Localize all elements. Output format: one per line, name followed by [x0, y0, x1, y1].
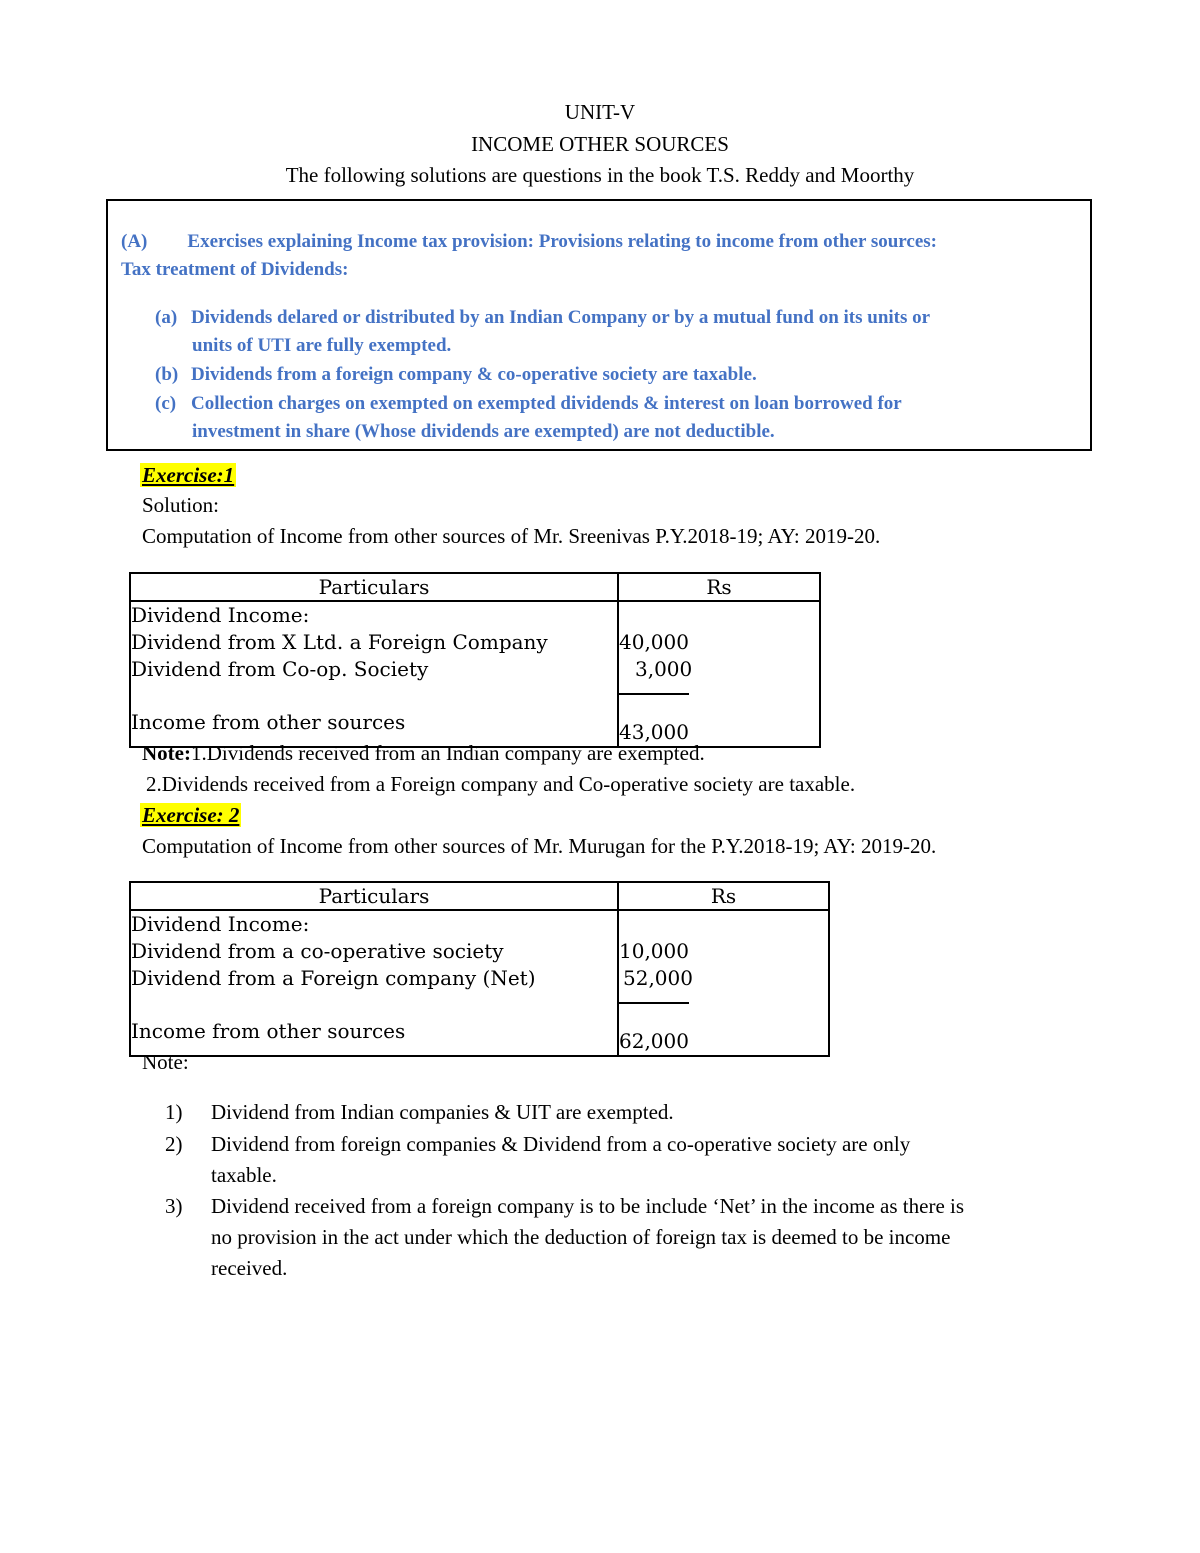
- provision-label: (A): [121, 231, 148, 252]
- table-row-label: Dividend from X Ltd. a Foreign Company: [131, 630, 548, 654]
- table-row-amount: 52,000: [623, 966, 693, 990]
- total-label: Income from other sources: [131, 1019, 406, 1043]
- provision-item-c: (c) Collection charges on exempted on exempted dividends & interest on loan borrowed for: [155, 393, 902, 414]
- sum-rule: [619, 1002, 689, 1031]
- exercise-1-computation: Computation of Income from other sources of Mr. Sreenivas P.Y.2018-19; AY: 2019-20.: [142, 524, 881, 548]
- provision-item-c-cont: investment in share (Whose dividends are exempted) are not deductible.: [192, 421, 775, 442]
- section-label: Dividend Income:: [131, 603, 310, 627]
- exercise-1-label: Exercise:1: [142, 463, 235, 487]
- exercise-2-computation: Computation of Income from other sources of Mr. Murugan for the P.Y.2018-19; AY: 2019-20.: [142, 834, 937, 858]
- table-row-label: Dividend from a co-operative society: [131, 939, 504, 963]
- particulars-cell: [130, 601, 618, 747]
- table-row-amount: 3,000: [635, 657, 693, 681]
- col-rs: Rs: [618, 573, 820, 601]
- note-item-3: 3) Dividend received from a foreign company is to be include ‘Net’ in the income as there is: [165, 1194, 965, 1218]
- exercise-1-table: [129, 572, 821, 748]
- total-label: Income from other sources: [131, 710, 406, 734]
- table-row-label: Dividend from a Foreign company (Net): [131, 966, 536, 990]
- provision-item-b: (b) Dividends from a foreign company & co-operative society are taxable.: [155, 364, 757, 385]
- col-particulars: Particulars: [130, 882, 618, 910]
- sum-rule: [619, 693, 689, 722]
- page-subtitle: The following solutions are questions in the book T.S. Reddy and Moorthy: [285, 163, 915, 187]
- unit-heading: UNIT-V: [564, 100, 636, 124]
- note-item-2: 2) Dividend from foreign companies & Dividend from a co-operative society are only: [165, 1132, 911, 1156]
- particulars-cell: [130, 910, 618, 1056]
- section-label: Dividend Income:: [131, 912, 310, 936]
- note-item-3-cont: received.: [211, 1256, 288, 1280]
- table-row-label: Dividend from Co-op. Society: [131, 657, 429, 681]
- solution-label: Solution:: [142, 493, 220, 517]
- exercise-2-note-label: Note:: [142, 1050, 189, 1074]
- table-row-amount: 10,000: [619, 939, 689, 963]
- col-rs: Rs: [618, 882, 829, 910]
- provision-item-a-cont: units of UTI are fully exempted.: [192, 335, 452, 356]
- page-title: INCOME OTHER SOURCES: [471, 132, 729, 156]
- exercise-1-note-1: Note:1.Dividends received from an Indian company are exempted.: [142, 741, 705, 765]
- provision-subheading: Tax treatment of Dividends:: [121, 259, 349, 280]
- exercise-1-note-2: 2.Dividends received from a Foreign company and Co-operative society are taxable.: [146, 772, 856, 796]
- provision-item-a: (a) Dividends delared or distributed by an Indian Company or by a mutual fund on its units or: [155, 307, 931, 328]
- amount-cell: [618, 601, 820, 747]
- provision-heading-text: Exercises explaining Income tax provision: Provisions relating to income from other sources:: [187, 231, 937, 252]
- note-item-1: 1) Dividend from Indian companies & UIT are exempted.: [165, 1100, 674, 1124]
- amount-cell: [618, 910, 829, 1056]
- provision-heading: [121, 228, 937, 256]
- total-amount: 62,000: [619, 1029, 689, 1053]
- col-particulars: Particulars: [130, 573, 618, 601]
- note-item-3-cont: no provision in the act under which the deduction of foreign tax is deemed to be income: [211, 1225, 951, 1249]
- table-row-amount: 40,000: [619, 630, 689, 654]
- total-amount: 43,000: [619, 720, 689, 744]
- exercise-2-table: [129, 881, 830, 1057]
- exercise-2-label: Exercise: 2: [142, 803, 240, 827]
- note-item-2-cont: taxable.: [211, 1163, 277, 1187]
